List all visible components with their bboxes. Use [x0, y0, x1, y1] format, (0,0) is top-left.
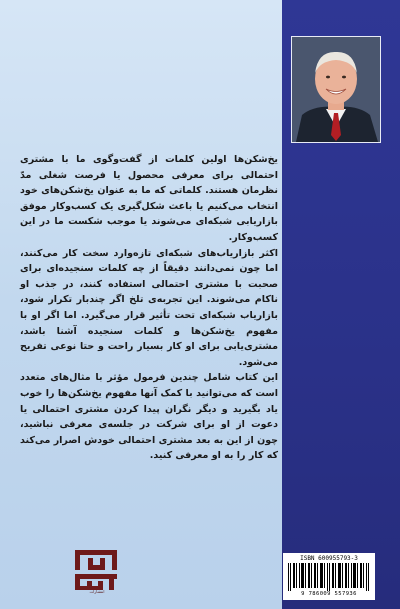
isbn-barcode-box — [283, 553, 375, 600]
back-cover-description — [20, 152, 278, 462]
description-paragraph-2: اکثر بازاریاب‌های شبکه‌ای تازه‌وارد سخت کار می‌کنند، اما چون نمی‌دانند دقیقاً از چه کلمات سنجیده‌ای برای صحبت با مشتری احتمالی استفاده کنند، در جذب او ناکام می‌شوند. این تجربه‌ی تلخ اگر چندبار تکرار شود، بازاریاب شبکه‌ای تحت تأثیر قرار می‌گیرد. اما اگر او با مفهوم یخ‌شکن‌ها و کلمات سنجیده آشنا باشد، مشتری‌یابی برای او کار بسیار راحت و حتا نوعی تفریح می‌شود. — [20, 247, 278, 368]
publisher-name: انتشارات — [89, 589, 105, 594]
publisher-logo — [73, 548, 119, 594]
description-paragraph-1: یخ‌شکن‌ها اولین کلمات از گفت‌وگوی ما با مشتری احتمالی برای معرفی محصول یا فرصت شغلی مدّ نظرمان هستند. کلماتی که ما به عنوان یخ‌شکن‌های خود انتخاب می‌کنیم یا باعث شکل‌گیری یک کسب‌وکار موفق بازاریابی شبکه‌ای می‌شوند یا موجب شکست ما در این کسب‌وکار. — [20, 154, 278, 243]
barcode-icon — [288, 563, 370, 591]
author-photo — [291, 36, 381, 143]
description-paragraph-3: این کتاب شامل چندین فرمول مؤثر با مثال‌های متعدد است که می‌توانید با کمک آنها مفهوم یخ‌شکن‌ها را خوب یاد بگیرید و دیگر نگران پیدا کردن مشتری احتمالی یا دعوت از او برای شرکت در جلسه‌ی معرفی نباشید، چون از این به بعد مشتری احتمالی خودش اصرار می‌کند که کار را به او معرفی کنید. — [20, 372, 278, 462]
author-portrait-icon — [292, 37, 380, 142]
publisher-logo-icon — [73, 548, 119, 594]
barcode-digits: 9 786009 557936 — [301, 591, 357, 597]
isbn-label: ISBN 600955793-3 — [300, 555, 358, 562]
